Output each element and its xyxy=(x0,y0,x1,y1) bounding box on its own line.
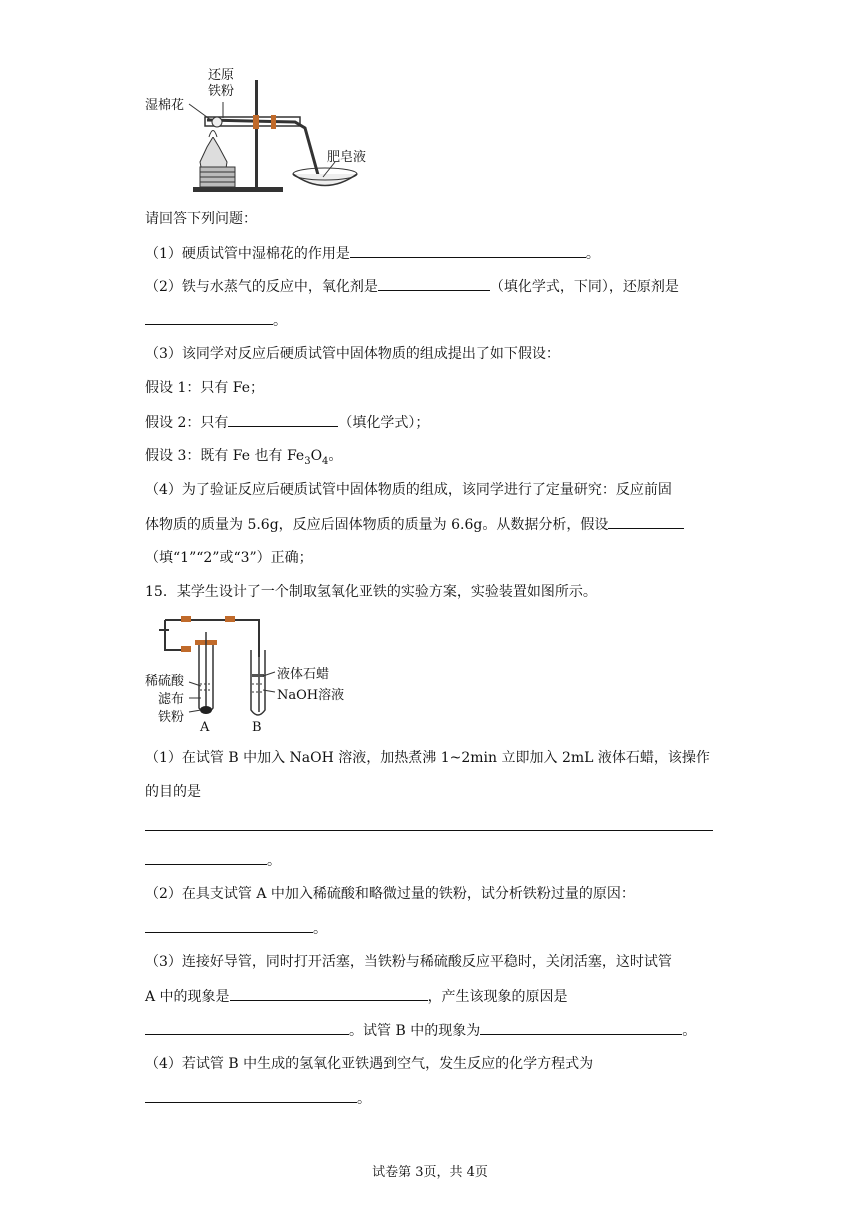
answer-blank-phenomenon-b[interactable] xyxy=(480,1020,682,1035)
question-4-line-1: （4）为了验证反应后硬质试管中固体物质的组成，该同学进行了定量研究：反应前固 xyxy=(145,482,672,498)
part-4-blank-line xyxy=(145,1088,371,1109)
hypothesis-3-end: 。 xyxy=(328,448,343,464)
page-footer: 试卷第 3页，共 4页 xyxy=(372,1165,488,1180)
answer-blank-hypothesis-choice[interactable] xyxy=(608,514,684,529)
part-3-line-2-mid: ，产生该现象的原因是 xyxy=(427,989,568,1005)
figure-iron-steam xyxy=(145,62,375,202)
part-3-line-2 xyxy=(145,986,568,1007)
answer-blank-oxidant[interactable] xyxy=(378,276,490,291)
subscript-4: 4 xyxy=(322,455,329,467)
question-4-line-2 xyxy=(145,514,684,535)
question-2-text: （2）铁与水蒸气的反应中，氧化剂是 xyxy=(145,279,378,295)
figure-feoh2-apparatus xyxy=(145,612,375,737)
prompt-text: 请回答下列问题： xyxy=(145,211,257,227)
answer-blank-reason[interactable] xyxy=(145,1020,349,1035)
question-1-end: 。 xyxy=(585,246,600,262)
part-4-end: 。 xyxy=(357,1091,371,1107)
label-dilute-sulfuric-acid: 稀硫酸 xyxy=(145,674,185,689)
answer-blank-phenomenon-a[interactable] xyxy=(230,986,428,1001)
part-1-blank-line xyxy=(145,816,713,837)
part-1-line-2: 的目的是 xyxy=(145,784,201,800)
question-2-cont xyxy=(145,310,287,331)
part-3-end: 。 xyxy=(682,1023,697,1039)
iron-steam-apparatus-drawing xyxy=(145,62,375,202)
question-3: （3）该同学对反应后硬质试管中固体物质的组成提出了如下假设： xyxy=(145,346,560,362)
label-reduced-iron-1: 还原 xyxy=(208,68,235,83)
part-1-blank-line-2 xyxy=(145,850,281,871)
part-3-line-3-mid: 。试管 B 中的现象为 xyxy=(349,1023,481,1039)
label-filter-cloth: 滤布 xyxy=(158,692,185,707)
hypothesis-3 xyxy=(145,446,342,472)
hypothesis-3-text: 假设 3：既有 Fe 也有 Fe xyxy=(145,448,305,464)
label-soap-solution: 肥皂液 xyxy=(327,150,367,165)
label-tube-a: A xyxy=(200,720,210,735)
part-1-end: 。 xyxy=(267,853,281,869)
question-1 xyxy=(145,243,600,264)
hypothesis-3-o: O xyxy=(310,448,323,464)
part-3-line-3 xyxy=(145,1020,696,1041)
question-4-line-2-text: 体物质的质量为 5.6g，反应后固体物质的质量为 6.6g。从数据分析，假设 xyxy=(145,517,609,533)
question-1-text: （1）硬质试管中湿棉花的作用是 xyxy=(145,246,350,262)
answer-blank-equation[interactable] xyxy=(145,1088,357,1103)
hypothesis-2-end: （填化学式）； xyxy=(338,415,430,431)
part-3-line-2-text: A 中的现象是 xyxy=(145,989,230,1005)
answer-blank-excess-reason[interactable] xyxy=(145,918,313,933)
question-4-line-3: （填“1”“2”或“3”）正确； xyxy=(145,550,313,566)
answer-blank-reductant[interactable] xyxy=(145,310,273,325)
label-tube-b: B xyxy=(252,720,262,735)
hypothesis-1: 假设 1：只有 Fe； xyxy=(145,380,265,396)
part-2-blank-line xyxy=(145,918,327,939)
label-reduced-iron-2: 铁粉 xyxy=(208,84,235,99)
answer-blank-1[interactable] xyxy=(350,243,586,258)
part-2-line-1: （2）在具支试管 A 中加入稀硫酸和略微过量的铁粉，试分析铁粉过量的原因： xyxy=(145,886,635,902)
hypothesis-2 xyxy=(145,412,429,433)
answer-blank-hypothesis-2[interactable] xyxy=(228,412,338,427)
part-4-line-1: （4）若试管 B 中生成的氢氧化亚铁遇到空气，发生反应的化学方程式为 xyxy=(145,1056,594,1072)
subscript-3: 3 xyxy=(304,455,311,467)
question-15-title: 15．某学生设计了一个制取氢氧化亚铁的实验方案，实验装置如图所示。 xyxy=(145,584,597,600)
part-2-end: 。 xyxy=(313,921,327,937)
part-1-line-1: （1）在试管 B 中加入 NaOH 溶液，加热煮沸 1~2min 立即加入 2mL 液体石蜡，该操作 xyxy=(145,750,710,766)
answer-blank-purpose-1[interactable] xyxy=(145,816,713,831)
label-iron-powder: 铁粉 xyxy=(158,710,185,725)
label-naoh-solution: NaOH溶液 xyxy=(277,688,345,703)
part-3-line-1: （3）连接好导管，同时打开活塞，当铁粉与稀硫酸反应平稳时，关闭活塞，这时试管 xyxy=(145,954,672,970)
question-2 xyxy=(145,276,679,297)
answer-blank-purpose-2[interactable] xyxy=(145,850,267,865)
question-2-end: 。 xyxy=(273,313,287,329)
label-wet-cotton: 湿棉花 xyxy=(145,98,185,113)
hypothesis-2-text: 假设 2：只有 xyxy=(145,415,229,431)
question-2-mid: （填化学式，下同），还原剂是 xyxy=(489,279,679,295)
label-liquid-paraffin: 液体石蜡 xyxy=(277,667,330,682)
